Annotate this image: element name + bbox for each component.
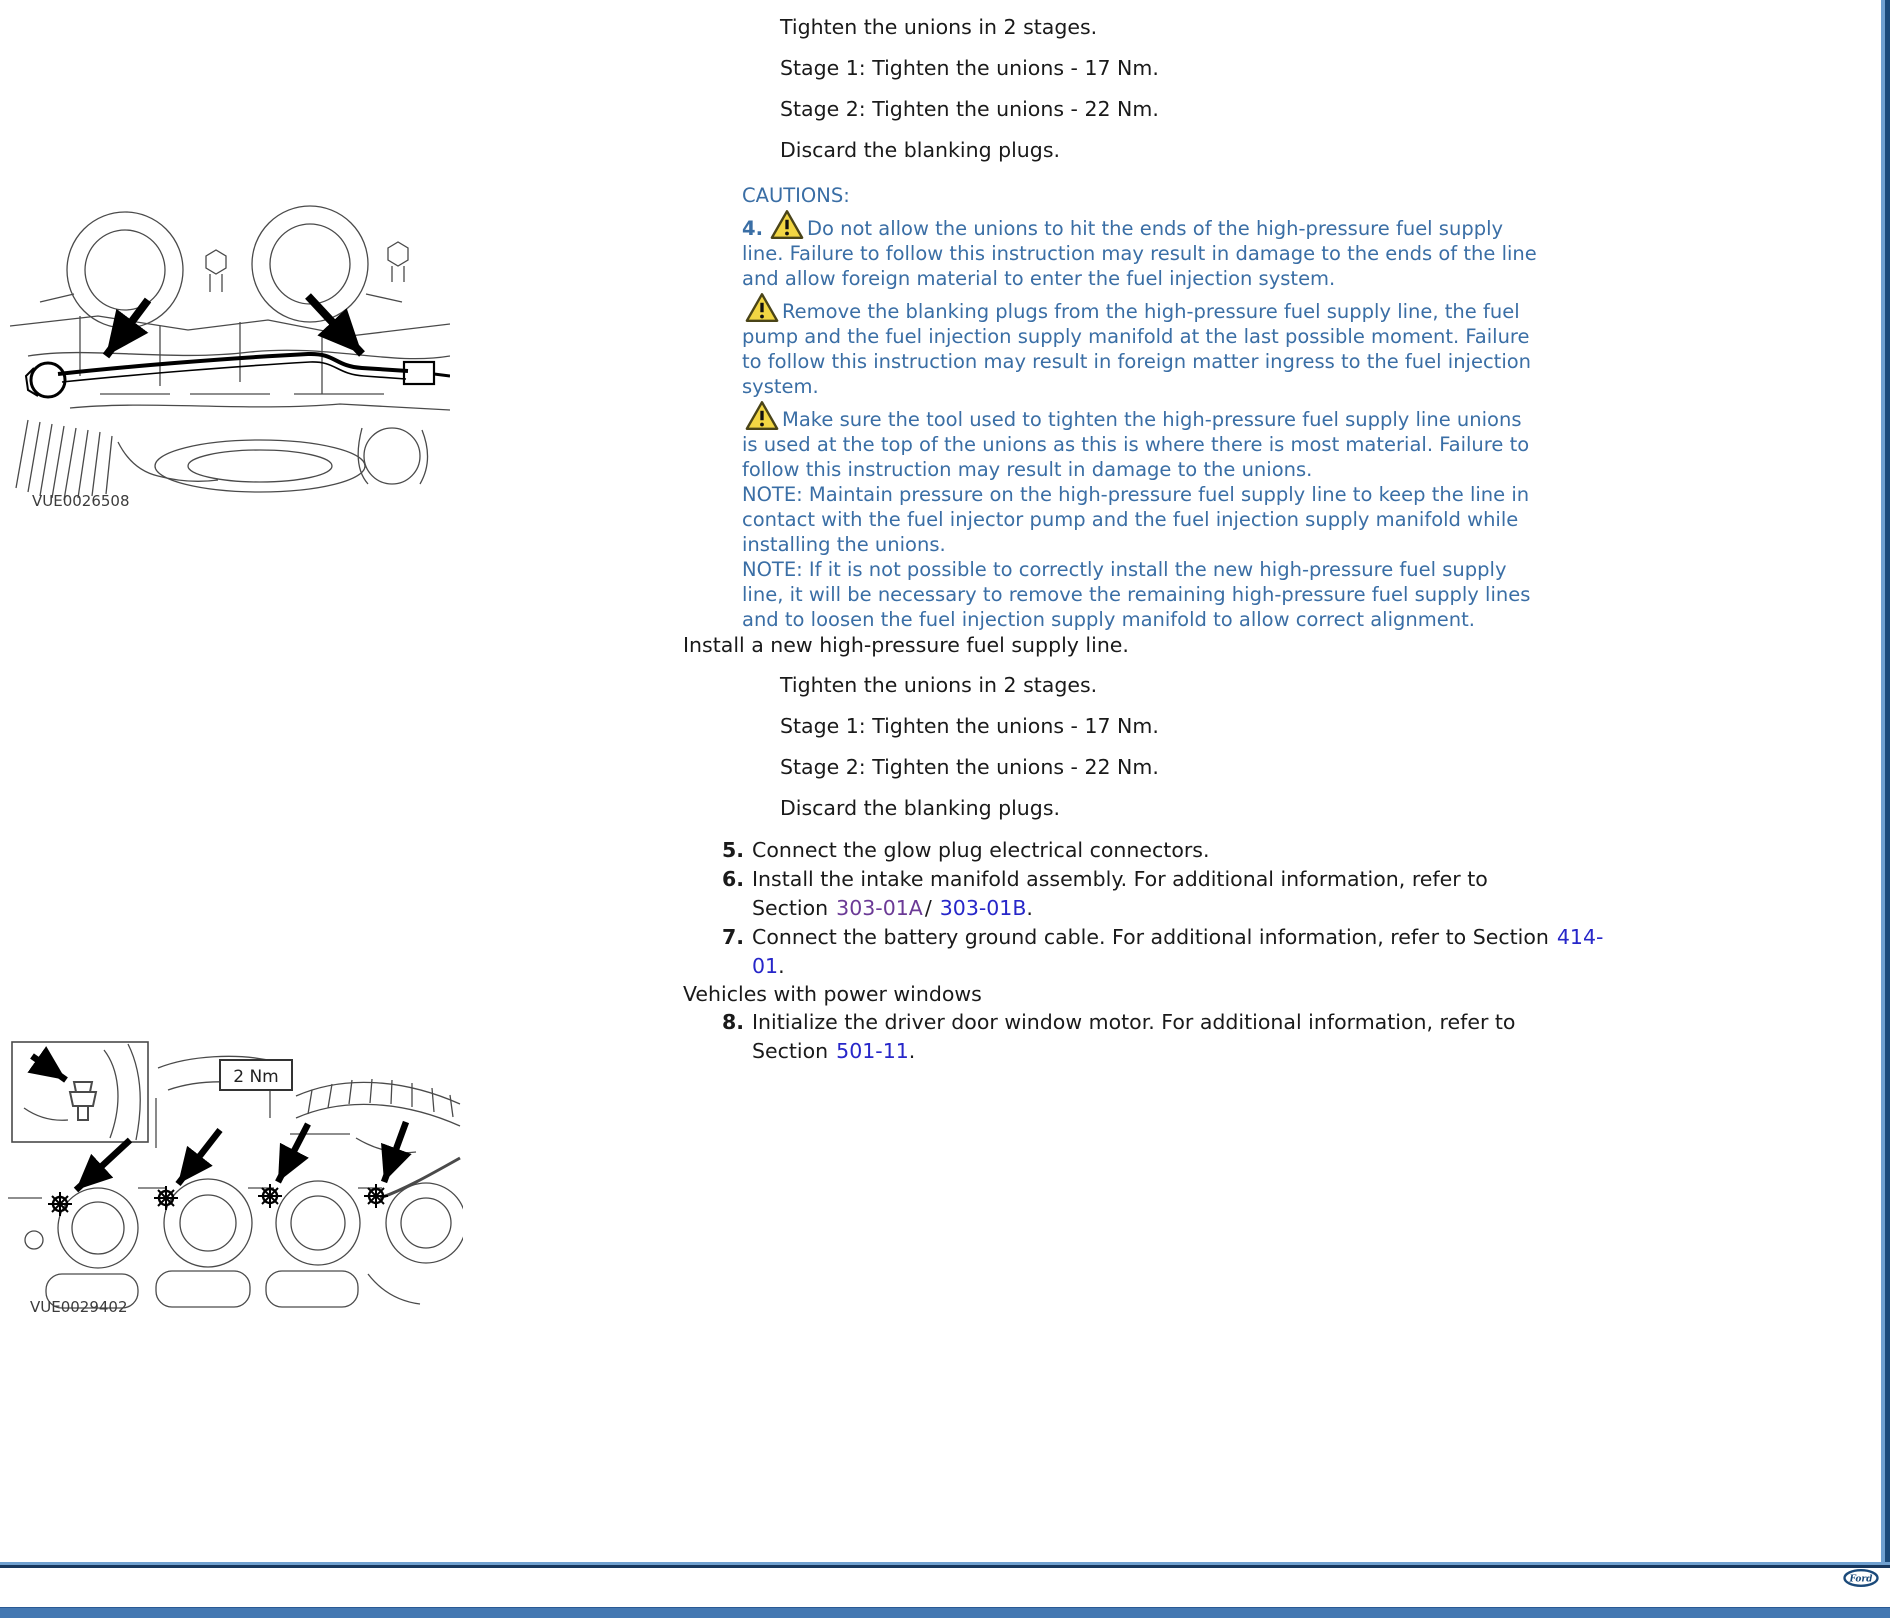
caution-text: Remove the blanking plugs from the high-pressure fuel supply line, the fuel pump and the fuel injection supply manifold at the last possible moment. Failure to follow this instruction may result in foreign matter ingress to the fuel injection system. xyxy=(742,300,1532,398)
step-number: 6. xyxy=(722,867,745,891)
pre-step-item: Stage 2: Tighten the unions - 22 Nm. xyxy=(780,97,1159,121)
warning-triangle-icon xyxy=(769,208,805,241)
step-6 xyxy=(683,865,1612,923)
sub-step-item: Stage 2: Tighten the unions - 22 Nm. xyxy=(780,755,1159,779)
sub-step-item: Discard the blanking plugs. xyxy=(780,796,1061,820)
pre-step-item: Stage 1: Tighten the unions - 17 Nm. xyxy=(780,56,1159,80)
note-item: NOTE: If it is not possible to correctly install the new high-pressure fuel supply line, it will be necessary to remove the remaining high-pressure fuel supply lines and to loosen the fuel injection supply manifold to allow correct alignment. xyxy=(742,558,1531,631)
step-text: Install the intake manifold assembly. For additional information, refer to Section xyxy=(752,867,1488,920)
step-number: 7. xyxy=(722,925,745,949)
step-text-after: . xyxy=(778,954,785,978)
step-text-after: . xyxy=(1026,896,1033,920)
bottom-blue-bar xyxy=(0,1607,1890,1618)
warning-triangle-icon xyxy=(744,399,780,432)
figure-glow-plug-connectors xyxy=(8,1038,463,1323)
caution-text: Do not allow the unions to hit the ends of the high-pressure fuel supply line. Failure to follow this instruction may result in damage to the ends of the line and allow foreign material to enter the fuel injection system. xyxy=(742,217,1537,290)
engine-line-art-fuel-line xyxy=(10,198,450,518)
step-text: Connect the glow plug electrical connectors. xyxy=(752,838,1210,862)
caution-item xyxy=(742,399,1542,482)
step-8 xyxy=(683,1008,1612,1066)
caution-text: Make sure the tool used to tighten the high-pressure fuel supply line unions is used at the top of the unions as this is where there is most material. Failure to follow this instruction may result in damage to the unions. xyxy=(742,408,1530,481)
engine-line-art-glow-plugs xyxy=(8,1038,463,1323)
footer-divider-rule xyxy=(0,1562,1890,1568)
step-number: 4. xyxy=(742,217,763,240)
torque-value-label: 2 Nm xyxy=(233,1067,279,1087)
figure2-reference-label: VUE0029402 xyxy=(30,1298,128,1316)
figure-fuel-supply-line xyxy=(10,198,450,518)
pre-step-item: Tighten the unions in 2 stages. xyxy=(780,15,1098,39)
caution-item xyxy=(742,291,1542,399)
ford-logo-text: Ford xyxy=(1849,1574,1873,1585)
pre-step-list xyxy=(780,14,1563,163)
warning-triangle-icon xyxy=(744,291,780,324)
step-text: Connect the battery ground cable. For additional information, refer to Section xyxy=(752,925,1549,949)
step-text: Initialize the driver door window motor. For additional information, refer to Section xyxy=(752,1010,1516,1063)
step-number: 5. xyxy=(722,838,745,862)
step-number: 8. xyxy=(722,1010,745,1034)
step4-body-text: Install a new high-pressure fuel supply line. xyxy=(683,633,1129,657)
page-right-border-dark xyxy=(1885,0,1890,1562)
section-link-303-01B[interactable]: 303-01B xyxy=(939,896,1027,920)
section-link-501-11[interactable]: 501-11 xyxy=(836,1039,909,1063)
link-separator: / xyxy=(924,896,932,920)
instruction-column xyxy=(683,0,1604,1066)
step-7 xyxy=(683,923,1612,981)
section-link-303-01A[interactable]: 303-01A xyxy=(836,896,923,920)
subheading-power-windows: Vehicles with power windows xyxy=(683,982,982,1006)
cautions-block xyxy=(742,183,1542,632)
pre-step-item: Discard the blanking plugs. xyxy=(780,138,1061,162)
sub-step-item: Stage 1: Tighten the unions - 17 Nm. xyxy=(780,714,1159,738)
section-link-414-01[interactable]: 414-01 xyxy=(752,925,1604,978)
ford-logo xyxy=(1843,1569,1879,1591)
cautions-heading: CAUTIONS: xyxy=(742,184,850,207)
step-5 xyxy=(683,836,1612,865)
sub-step-item: Tighten the unions in 2 stages. xyxy=(780,673,1098,697)
note-item: NOTE: Maintain pressure on the high-pressure fuel supply line to keep the line in contact with the fuel injector pump and the fuel injection supply manifold while installing the unions. xyxy=(742,483,1530,556)
caution-step-4 xyxy=(742,208,1542,291)
figure1-reference-label: VUE0026508 xyxy=(32,492,130,510)
step-text-after: . xyxy=(908,1039,916,1063)
sub-step-list xyxy=(780,672,1563,821)
